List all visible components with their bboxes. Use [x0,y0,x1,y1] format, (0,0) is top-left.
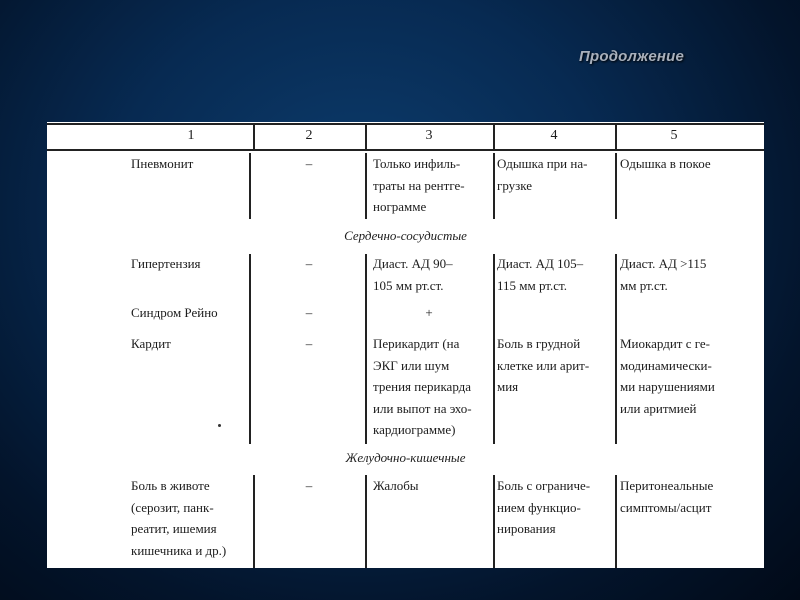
column-divider [253,475,255,568]
scanned-table [47,122,764,568]
grade-1-cell: Только инфиль- траты на рентге- нограмме [373,156,465,214]
grade-0-cell: – [305,336,313,351]
grade-0-cell: – [305,305,313,320]
column-divider [365,125,367,149]
table-header [47,123,764,151]
grade-2-cell: Одышка при на- грузке [497,156,588,193]
column-divider [615,153,617,219]
grade-3-cell [615,302,733,328]
grade-3-cell: Диаст. АД >115 мм рт.ст. [620,256,707,293]
scan-speck [218,424,221,427]
column-divider [493,254,495,444]
row-label: Пневмонит [131,156,194,171]
grade-2-cell [493,302,615,328]
grade-3-cell: Перитонеальные симптомы/асцит [620,478,714,515]
header-col-5: 5 [670,128,678,143]
column-divider [365,254,367,444]
table-row [47,253,764,299]
column-divider [615,254,617,444]
column-divider [493,153,495,219]
grade-0-cell: – [305,256,313,271]
grade-3-cell: Миокардит с ге- модинамически- ми нарушениями или аритмией [620,336,715,416]
column-divider [493,125,495,149]
table-row [47,302,764,328]
table-row [47,153,764,219]
column-divider [365,153,367,219]
slide-title: Продолжение [579,48,685,65]
section-heading-cardio: Сердечно-сосудистые [344,228,467,243]
table-row [47,333,764,445]
grade-3-cell: Одышка в покое [620,156,711,171]
header-col-1: 1 [187,128,195,143]
column-divider [249,153,251,219]
header-col-2: 2 [305,128,313,143]
row-label: Кардит [131,336,171,351]
column-divider [249,254,251,444]
column-divider [615,125,617,149]
column-divider [365,475,367,568]
grade-1-cell: Диаст. АД 90– 105 мм рт.ст. [373,256,453,293]
grade-2-cell: Боль в грудной клетке или арит- мия [497,336,590,394]
grade-2-cell: Боль с ограниче- нием функцио- нирования [497,478,591,536]
header-col-4: 4 [550,128,558,143]
row-label: Синдром Рейно [131,305,218,320]
grade-0-cell: – [305,478,313,493]
grade-1-cell: Перикардит (на ЭКГ или шум трения перикарда или выпот на эхо- кардиограмме) [373,336,472,437]
row-label: Боль в животе (серозит, панк- реатит, ишемия кишечника и др.) [131,478,227,558]
column-divider [615,475,617,568]
grade-1-cell: + [425,305,433,320]
row-label: Гипертензия [131,256,201,271]
table-row [47,475,764,568]
column-divider [493,475,495,568]
grade-1-cell: Жалобы [373,478,419,493]
column-divider [253,125,255,149]
grade-0-cell: – [305,156,313,171]
header-col-3: 3 [425,128,433,143]
section-heading-gi: Желудочно-кишечные [345,450,466,465]
grade-2-cell: Диаст. АД 105– 115 мм рт.ст. [497,256,584,293]
